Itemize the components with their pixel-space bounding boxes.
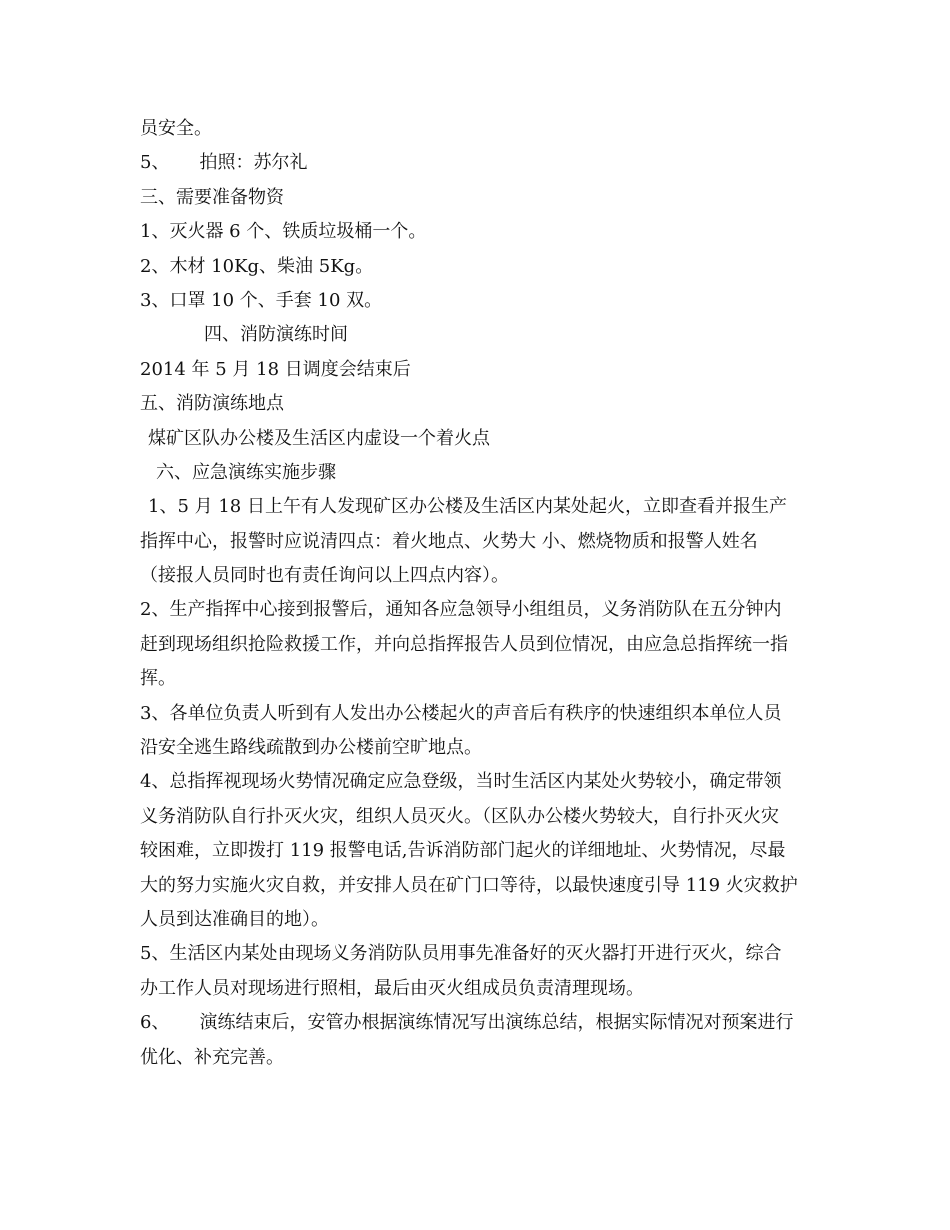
list-text: 演练结束后，安管办根据演练情况写出演练总结，根据实际情况对预案进行 (199, 1012, 794, 1034)
text-line: 4、总指挥视现场火势情况确定应急登级，当时生活区内某处火势较小，确定带领 (140, 771, 782, 793)
text-line: （接报人员同时也有责任询问以上四点内容）。 (140, 565, 509, 587)
text-line: 煤矿区队办公楼及生活区内虚设一个着火点 (148, 427, 490, 449)
text-line: 3、各单位负责人听到有人发出办公楼起火的声音后有秩序的快速组织本单位人员 (140, 702, 782, 724)
section-heading-drill-steps: 六、应急演练实施步骤 (156, 461, 336, 483)
list-item-photo (140, 146, 812, 180)
text-line: 赶到现场组织抢险救援工作，并向总指挥报告人员到位情况，由应急总指挥统一指 (140, 633, 788, 655)
text-line: 2014 年 5 月 18 日调度会结束后 (140, 358, 411, 380)
document-body (140, 112, 812, 1075)
text-line: 2、生产指挥中心接到报警后，通知各应急领导小组组员，义务消防队在五分钟内 (140, 599, 782, 621)
list-item: 2、木材 10Kg、柴油 5Kg。 (140, 255, 374, 277)
section-heading-drill-location: 五、消防演练地点 (140, 393, 284, 415)
text-line: 办工作人员对现场进行照相，最后由灭火组成员负责清理现场。 (140, 977, 644, 999)
text-line: 指挥中心，报警时应说清四点：着火地点、火势大 小、燃烧物质和报警人姓名 (140, 530, 758, 552)
list-text: 拍照：苏尔礼 (199, 152, 308, 174)
text-line: 员安全。 (140, 118, 212, 139)
section-heading-materials: 三、需要准备物资 (140, 186, 284, 208)
text-line: 5、生活区内某处由现场义务消防队员用事先准备好的灭火器打开进行灭火，综合 (140, 943, 782, 965)
list-number: 6、 (140, 1012, 170, 1034)
text-line: 义务消防队自行扑灭火灾，组织人员灭火。（区队办公楼火势较大，自行扑灭火灾 (140, 805, 779, 827)
text-line: 1、5 月 18 日上午有人发现矿区办公楼及生活区内某处起火，立即查看并报生产 (148, 496, 787, 518)
list-item: 3、口罩 10 个、手套 10 双。 (140, 289, 383, 311)
list-number: 5、 (140, 152, 170, 174)
list-item-summary (140, 1006, 812, 1040)
text-line: 挥。 (140, 668, 176, 690)
text-line: 人员到达准确目的地）。 (140, 908, 329, 930)
text-line: 大的努力实施火灾自救，并安排人员在矿门口等待，以最快速度引导 119 火灾救护 (140, 874, 798, 896)
list-item: 1、灭火器 6 个、铁质垃圾桶一个。 (140, 221, 427, 243)
text-line: 沿安全逃生路线疏散到办公楼前空旷地点。 (140, 737, 482, 759)
section-heading-drill-time: 四、消防演练时间 (204, 324, 348, 346)
text-line: 优化、补充完善。 (140, 1046, 284, 1068)
text-line: 较困难，立即拨打 119 报警电话,告诉消防部门起火的详细地址、火势情况，尽最 (140, 840, 786, 862)
